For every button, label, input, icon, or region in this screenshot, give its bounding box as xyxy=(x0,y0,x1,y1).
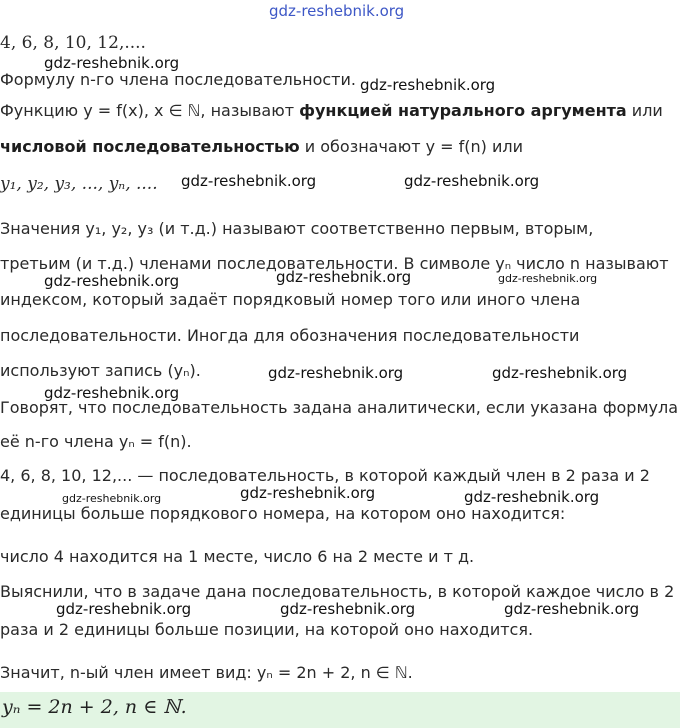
text-line-record: используют запись (yₙ). xyxy=(0,361,201,380)
sequence-notation-line: y₁, y₂, y₃, ..., yₙ, .... xyxy=(0,174,158,194)
watermark: gdz-reshebnik.org xyxy=(498,272,598,285)
watermark: gdz-reshebnik.org xyxy=(62,492,162,505)
text-line-sequence-description: 4, 6, 8, 10, 12,... — последовательность, в которой каждый член в 2 раза и 2 xyxy=(0,466,650,485)
text-span: и обозначают y = f(n) или xyxy=(299,137,524,156)
text-line-analytic: Говорят, что последовательность задана аналитически, если указана формула xyxy=(0,398,679,417)
watermark: gdz-reshebnik.org xyxy=(56,600,192,618)
text-line-nth-form: Значит, n-ый член имеет вид: yₙ = 2n + 2, n ∈ ℕ. xyxy=(0,663,413,682)
watermark: gdz-reshebnik.org xyxy=(360,76,496,94)
text-line-values: Значения y₁, y₂, y₃ (и т.д.) называют соответственно первым, вторым, xyxy=(0,219,594,238)
bold-term-natural-argument: функцией натурального аргумента xyxy=(299,101,627,120)
watermark: gdz-reshebnik.org xyxy=(240,484,376,502)
text-line-conclusion-cont: раза и 2 единицы больше позиции, на которой оно находится. xyxy=(0,620,534,639)
watermark: gdz-reshebnik.org xyxy=(276,268,412,286)
text-line-notation: последовательности. Иногда для обозначения последовательности xyxy=(0,326,580,345)
text-line-positions: число 4 находится на 1 месте, число 6 на 2 месте и т д. xyxy=(0,547,475,566)
watermark: gdz-reshebnik.org xyxy=(280,600,416,618)
text-line-ordinal: единицы больше порядкового номера, на котором оно находится: xyxy=(0,504,566,523)
watermark: gdz-reshebnik.org xyxy=(44,272,180,290)
bold-term-numeric-sequence: числовой последовательностью xyxy=(0,137,300,156)
watermark: gdz-reshebnik.org xyxy=(181,172,317,190)
text-line-formula: Формулу n-го члена последовательности. xyxy=(0,70,356,89)
sequence-line: 4, 6, 8, 10, 12,.... xyxy=(0,33,146,53)
text-line-function-definition xyxy=(0,100,663,122)
watermark: gdz-reshebnik.org xyxy=(268,364,404,382)
text-line-members: третьим (и т.д.) членами последовательности. В символе yₙ число n называют xyxy=(0,254,669,273)
watermark-top: gdz-reshebnik.org xyxy=(269,2,405,20)
watermark: gdz-reshebnik.org xyxy=(492,364,628,382)
watermark: gdz-reshebnik.org xyxy=(464,488,600,506)
answer-box xyxy=(0,692,680,728)
text-line-conclusion: Выяснили, что в задаче дана последовательность, в которой каждое число в 2 xyxy=(0,582,675,601)
watermark: gdz-reshebnik.org xyxy=(44,384,180,402)
text-span: Функцию y = f(x), x ∈ ℕ, называют xyxy=(0,101,300,120)
answer-formula: yₙ = 2n + 2, n ∈ ℕ. xyxy=(2,696,187,718)
watermark: gdz-reshebnik.org xyxy=(44,54,180,72)
watermark: gdz-reshebnik.org xyxy=(404,172,540,190)
text-span: или xyxy=(626,101,663,120)
watermark: gdz-reshebnik.org xyxy=(504,600,640,618)
text-line-numeric-sequence xyxy=(0,136,523,158)
text-line-nth-member: её n-го члена yₙ = f(n). xyxy=(0,432,192,451)
text-line-index: индексом, который задаёт порядковый номер того или иного члена xyxy=(0,290,581,309)
